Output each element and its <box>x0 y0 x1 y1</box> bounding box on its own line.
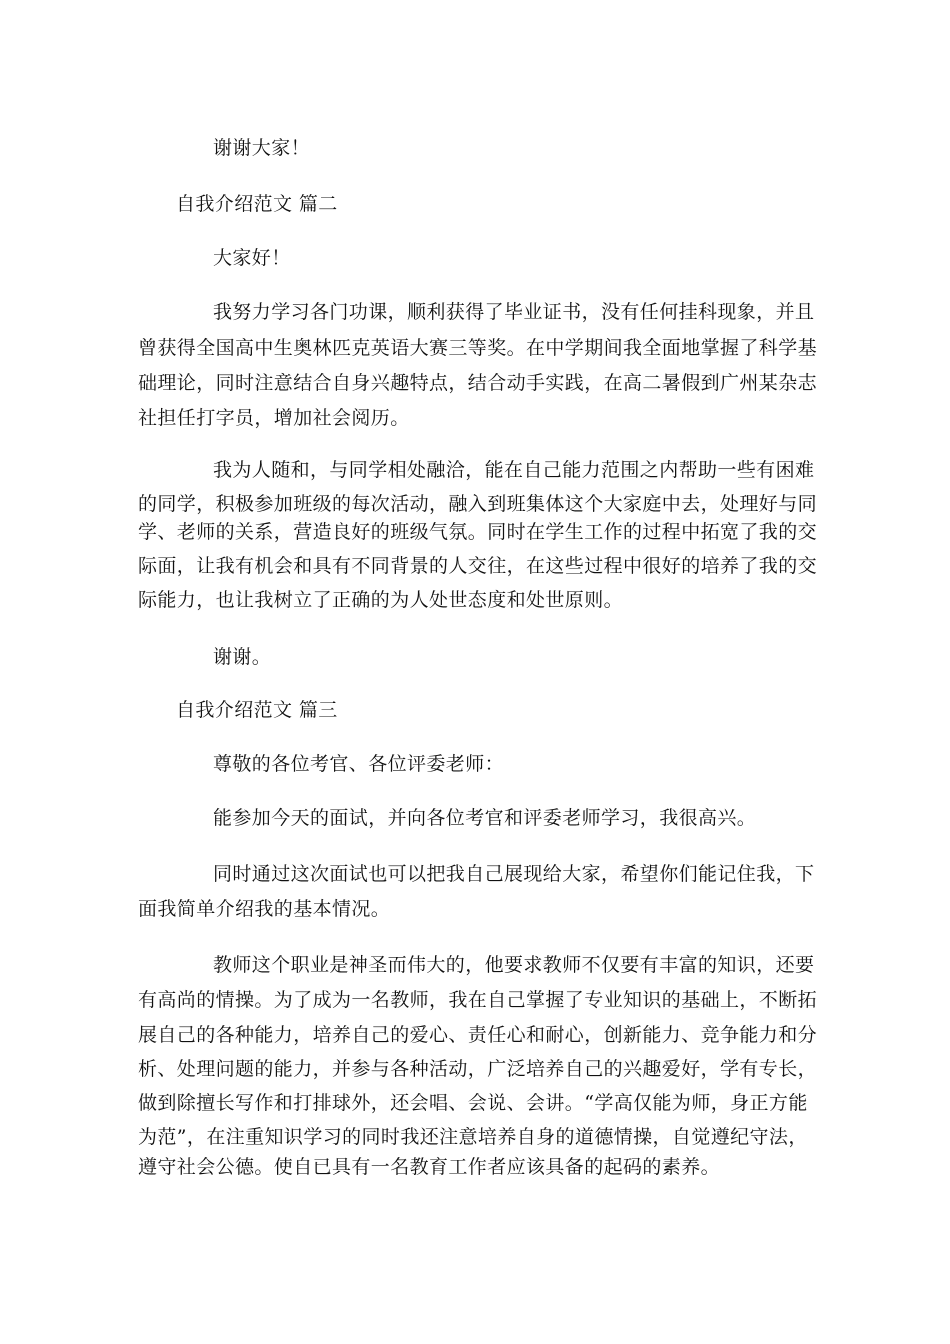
paragraph-line: 为范”，在注重知识学习的同时我还注意培养自身的道德情操，自觉遵纪守法， <box>138 1126 808 1148</box>
paragraph-line: 遵守社会公德。使自已具有一名教育工作者应该具备的起码的素养。 <box>138 1156 721 1178</box>
closing-thanks-all: 谢谢大家！ <box>213 137 311 159</box>
greeting-text: 大家好！ <box>213 247 291 269</box>
paragraph-line: 我努力学习各门功课，顺利获得了毕业证书，没有任何挂科现象，并且 <box>213 301 815 323</box>
paragraph-line: 际面，让我有机会和具有不同背景的人交往，在这些过程中很好的培养了我的交 <box>138 555 818 577</box>
paragraph-line: 同时通过这次面试也可以把我自己展现给大家，希望你们能记住我，下 <box>213 863 815 885</box>
paragraph-line: 社担任打字员，增加社会阅历。 <box>138 407 410 429</box>
paragraph-line: 学、老师的关系，营造良好的班级气氛。同时在学生工作的过程中拓宽了我的交 <box>138 521 818 543</box>
closing-thanks: 谢谢。 <box>213 646 272 668</box>
interview-pleasure-line: 能参加今天的面试，并向各位考官和评委老师学习，我很高兴。 <box>213 807 757 829</box>
paragraph-line: 础理论，同时注意结合自身兴趣特点，结合动手实践，在高二暑假到广州某杂志 <box>138 372 818 394</box>
section-heading-3: 自我介绍范文 篇三 <box>176 699 338 721</box>
salutation-text: 尊敬的各位考官、各位评委老师： <box>213 753 505 775</box>
paragraph-line: 有高尚的情操。为了成为一名教师，我在自己掌握了专业知识的基础上，不断拓 <box>138 989 818 1011</box>
section-heading-2: 自我介绍范文 篇二 <box>176 193 338 215</box>
paragraph-line: 的同学，积极参加班级的每次活动，融入到班集体这个大家庭中去，处理好与同 <box>138 493 818 515</box>
paragraph-line: 展自己的各种能力，培养自己的爱心、责任心和耐心，创新能力、竞争能力和分 <box>138 1024 818 1046</box>
paragraph-line: 曾获得全国高中生奥林匹克英语大赛三等奖。在中学期间我全面地掌握了科学基 <box>138 337 818 359</box>
paragraph-line: 教师这个职业是神圣而伟大的，他要求教师不仅要有丰富的知识，还要 <box>213 954 815 976</box>
paragraph-line: 际能力，也让我树立了正确的为人处世态度和处世原则。 <box>138 589 624 611</box>
paragraph-line: 做到除擅长写作和打排球外，还会唱、会说、会讲。“学高仅能为师，身正方能 <box>138 1092 808 1114</box>
paragraph-line: 析、处理问题的能力，并参与各种活动，广泛培养自己的兴趣爱好，学有专长， <box>138 1058 818 1080</box>
paragraph-line: 面我简单介绍我的基本情况。 <box>138 898 391 920</box>
paragraph-line: 我为人随和，与同学相处融洽，能在自己能力范围之内帮助一些有困难 <box>213 459 815 481</box>
